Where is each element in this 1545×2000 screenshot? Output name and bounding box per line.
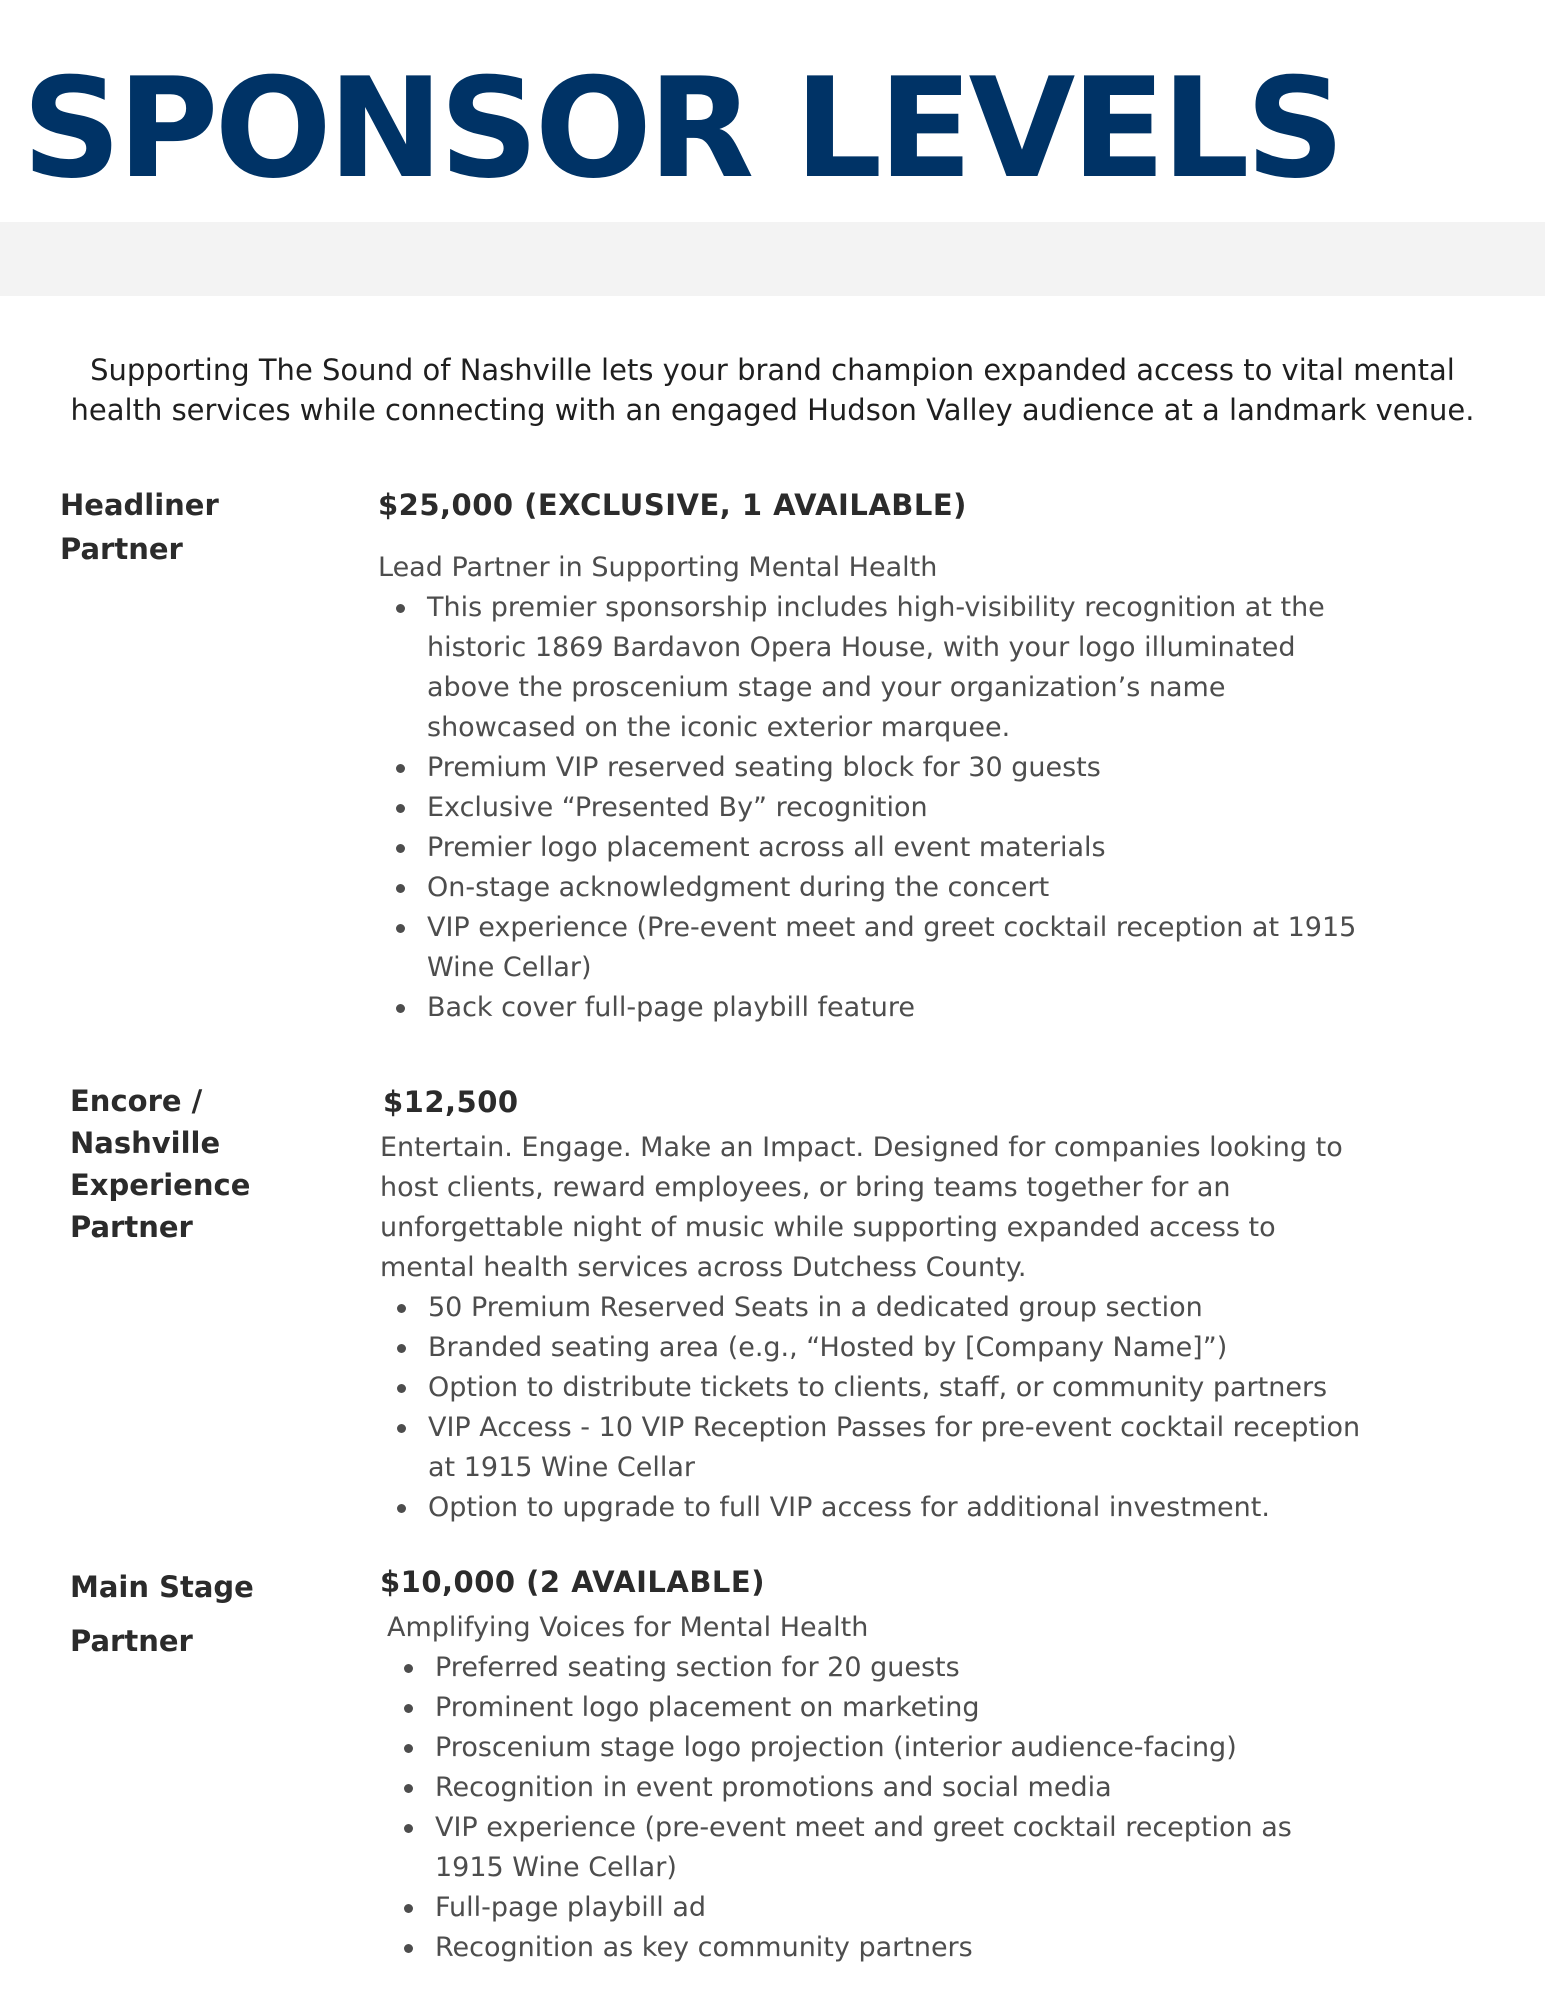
bullet-icon: [397, 1504, 406, 1513]
benefit-item: Recognition in event promotions and social media: [388, 1768, 1368, 1808]
bullet-icon: [404, 1704, 413, 1713]
level-name: Encore / Nashville Experience Partner: [70, 1084, 251, 1244]
level-name: Main Stage Partner: [70, 1570, 254, 1658]
benefit-item: VIP experience (pre-event meet and greet cocktail reception as 1915 Wine Cellar): [388, 1808, 1368, 1888]
level-subtitle: Lead Partner in Supporting Mental Health: [378, 552, 938, 583]
bullet-icon: [404, 1784, 413, 1793]
benefit-list: [380, 588, 1370, 1028]
bullet-icon: [404, 1744, 413, 1753]
benefit-item: Exclusive “Presented By” recognition: [380, 788, 1370, 828]
benefit-item: Branded seating area (e.g., “Hosted by [Company Name]”): [381, 1328, 1371, 1368]
benefit-item: This premier sponsorship includes high-visibility recognition at the historic 1869 Bardavon Opera House, with your logo illuminated above the proscenium stage and your organization’s name showcased on the iconic exterior marquee.: [380, 588, 1370, 748]
bullet-icon: [396, 604, 405, 613]
bullet-icon: [396, 884, 405, 893]
level-subtitle: Amplifying Voices for Mental Health: [387, 1612, 869, 1643]
benefit-item: Preferred seating section for 20 guests: [388, 1648, 1368, 1688]
benefit-item: Full-page playbill ad: [388, 1888, 1368, 1928]
benefit-list: [388, 1648, 1368, 1968]
bullet-icon: [397, 1424, 406, 1433]
bullet-icon: [396, 764, 405, 773]
level-name: Headliner Partner: [60, 488, 219, 566]
level-subtitle: Entertain. Engage. Make an Impact. Designed for companies looking to host clients, reward employees, or bring teams together for an unforgettable night of music while supporting expanded access to mental health services across Dutchess County.: [380, 1132, 1343, 1283]
benefit-item: On-stage acknowledgment during the concert: [380, 868, 1370, 908]
benefit-item: Option to upgrade to full VIP access for additional investment.: [381, 1488, 1371, 1528]
bullet-icon: [397, 1384, 406, 1393]
bullet-icon: [404, 1904, 413, 1913]
benefit-item: Prominent logo placement on marketing: [388, 1688, 1368, 1728]
benefit-item: VIP Access - 10 VIP Reception Passes for pre-event cocktail reception at 1915 Wine Cellar: [381, 1408, 1371, 1488]
benefit-item: VIP experience (Pre-event meet and greet cocktail reception at 1915 Wine Cellar): [380, 908, 1370, 988]
intro-paragraph: Supporting The Sound of Nashville lets your brand champion expanded access to vital mental health services while connecting with an engaged Hudson Valley audience at a landmark venue.: [70, 353, 1475, 427]
bullet-icon: [404, 1824, 413, 1833]
benefit-item: Back cover full-page playbill feature: [380, 988, 1370, 1028]
bullet-icon: [404, 1944, 413, 1953]
bullet-icon: [396, 924, 405, 933]
benefit-item: Recognition as key community partners: [388, 1928, 1368, 1968]
bullet-icon: [396, 1004, 405, 1013]
bullet-icon: [396, 844, 405, 853]
benefit-item: Proscenium stage logo projection (interior audience-facing): [388, 1728, 1368, 1768]
level-price: $10,000 (2 AVAILABLE): [380, 1565, 765, 1599]
bullet-icon: [404, 1664, 413, 1673]
benefit-item: Option to distribute tickets to clients, staff, or community partners: [381, 1368, 1371, 1408]
benefit-item: Premium VIP reserved seating block for 30 guests: [380, 748, 1370, 788]
header-divider-band: [0, 222, 1545, 296]
benefit-list: [381, 1288, 1371, 1528]
benefit-item: 50 Premium Reserved Seats in a dedicated group section: [381, 1288, 1371, 1328]
level-price: $12,500: [383, 1085, 519, 1119]
level-price: $25,000 (EXCLUSIVE, 1 AVAILABLE): [378, 488, 967, 522]
bullet-icon: [397, 1344, 406, 1353]
benefit-item: Premier logo placement across all event materials: [380, 828, 1370, 868]
bullet-icon: [396, 804, 405, 813]
bullet-icon: [397, 1304, 406, 1313]
page-title: SPONSOR LEVELS: [22, 48, 1341, 209]
